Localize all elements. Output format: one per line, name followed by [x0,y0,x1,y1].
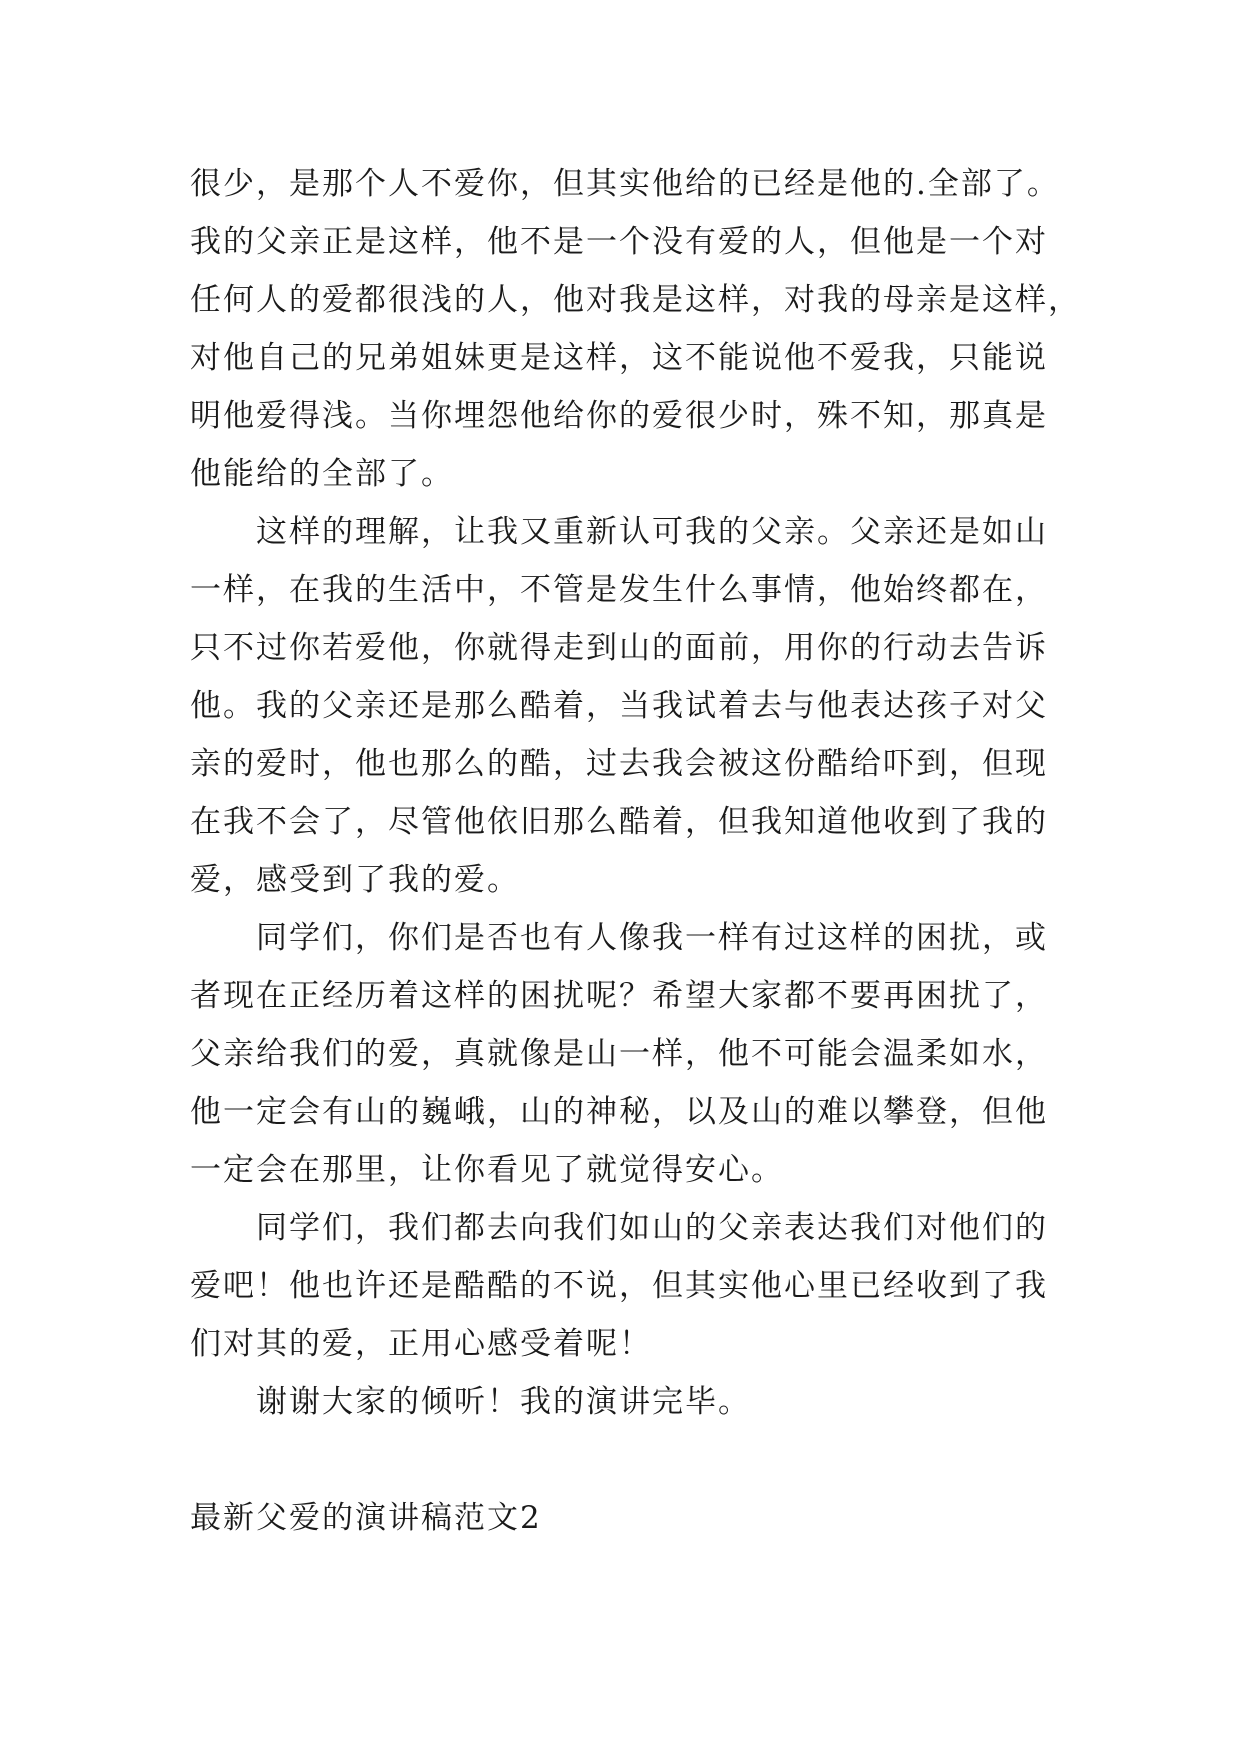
text-line: 亲的爱时，他也那么的酷，过去我会被这份酷给吓到，但现 [190,746,1048,782]
text-line: 者现在正经历着这样的困扰呢？希望大家都不要再困扰了， [190,978,1048,1014]
text-line: 爱，感受到了我的爱。 [190,862,520,898]
paragraph-5 [190,1373,1070,1431]
text-line: 同学们，我们都去向我们如山的父亲表达我们对他们的 [256,1210,1048,1246]
text-line: 明他爱得浅。当你埋怨他给你的爱很少时，殊不知，那真是 [190,398,1048,434]
text-line: 任何人的爱都很浅的人，他对我是这样，对我的母亲是这样， [190,282,1081,318]
paragraph-3 [190,909,1070,1199]
paragraph-1 [190,155,1081,503]
text-line: 一样，在我的生活中，不管是发生什么事情，他始终都在， [190,572,1048,608]
section-heading: 最新父爱的演讲稿范文2 [190,1500,542,1536]
text-line: 他。我的父亲还是那么酷着，当我试着去与他表达孩子对父 [190,688,1048,724]
text-line: 们对其的爱，正用心感受着呢！ [190,1326,652,1362]
text-line: 谢谢大家的倾听！我的演讲完毕。 [256,1384,751,1420]
text-line: 同学们，你们是否也有人像我一样有过这样的困扰，或 [256,920,1048,956]
text-line: 很少，是那个人不爱你，但其实他给的已经是他的.全部了。 [190,166,1060,202]
text-line: 我的父亲正是这样，他不是一个没有爱的人，但他是一个对 [190,224,1048,260]
text-line: 在我不会了，尽管他依旧那么酷着，但我知道他收到了我的 [190,804,1048,840]
text-line: 对他自己的兄弟姐妹更是这样，这不能说他不爱我，只能说 [190,340,1048,376]
document-body [190,155,1081,1547]
text-line: 这样的理解，让我又重新认可我的父亲。父亲还是如山 [256,514,1048,550]
paragraph-4 [190,1199,1070,1373]
text-line: 他一定会有山的巍峨，山的神秘，以及山的难以攀登，但他 [190,1094,1048,1130]
text-line: 他能给的全部了。 [190,456,454,492]
text-line: 爱吧！他也许还是酷酷的不说，但其实他心里已经收到了我 [190,1268,1048,1304]
text-line: 一定会在那里，让你看见了就觉得安心。 [190,1152,784,1188]
text-line: 父亲给我们的爱，真就像是山一样，他不可能会温柔如水， [190,1036,1048,1072]
text-line: 只不过你若爱他，你就得走到山的面前，用你的行动去告诉 [190,630,1048,666]
spacer [190,1431,1070,1489]
paragraph-2 [190,503,1070,909]
